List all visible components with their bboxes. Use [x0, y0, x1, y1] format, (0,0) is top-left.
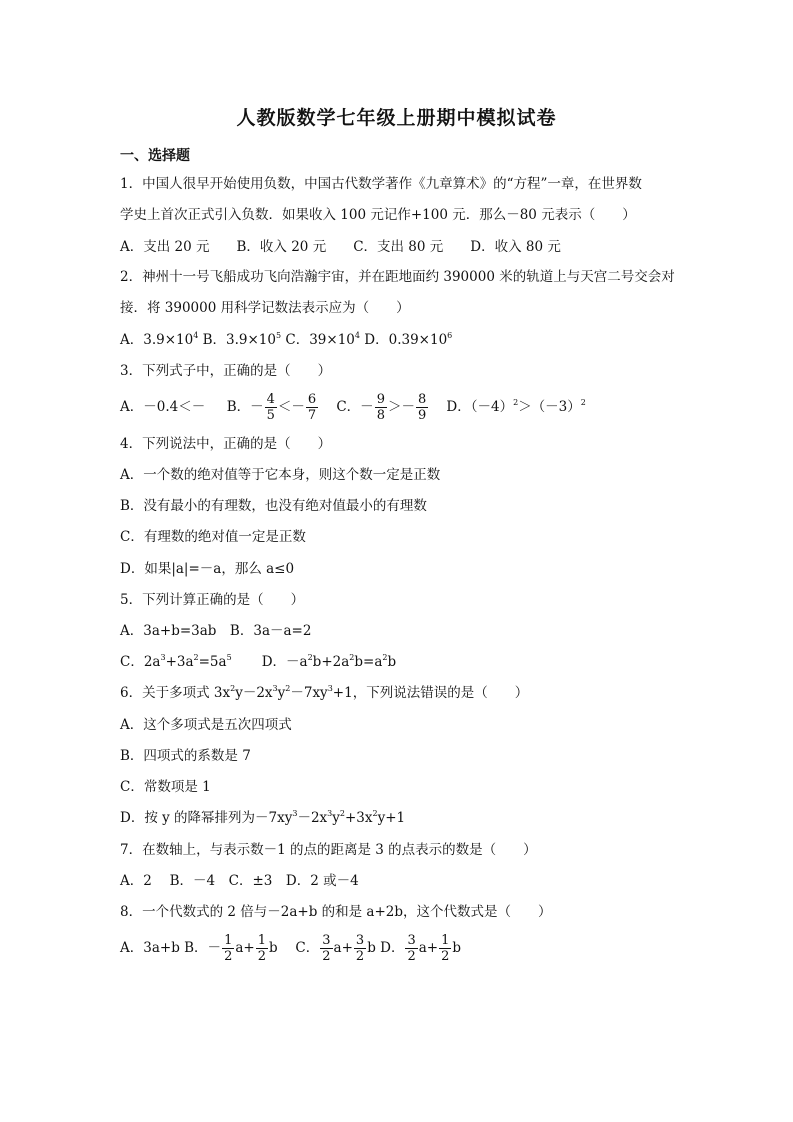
- q8-c-mid: a+: [333, 940, 353, 956]
- q3-c-frac2: [416, 392, 428, 423]
- q5-c-p2: +3a: [165, 654, 194, 670]
- q3-d-mid: ＞（－3）: [518, 399, 581, 415]
- q6-s-e3: 2: [285, 684, 291, 693]
- q6-d-p5: y+1: [377, 810, 406, 826]
- q3-d-exp2: 2: [580, 398, 586, 407]
- q6-stem: [120, 684, 528, 702]
- q2-option-c-exp: 4: [354, 331, 360, 340]
- q3-option-a: A．－0.4＜－: [120, 399, 206, 415]
- q6-d-p3: y: [332, 810, 340, 826]
- q8-d-mid: a+: [418, 940, 439, 956]
- q8-b-frac1: [222, 933, 234, 964]
- q6-option-a: A．这个多项式是五次四项式: [120, 717, 292, 733]
- q5-d-e3: 2: [382, 653, 388, 662]
- q5-c-p1: C．2a: [120, 654, 161, 670]
- q8-stem: 8．一个代数式的 2 倍与－2a+b 的和是 a+2b，这个代数式是（ ）: [120, 904, 552, 920]
- q6-d-p4: +3x: [345, 810, 373, 826]
- q6-option-c: C．常数项是 1: [120, 779, 211, 795]
- q4-option-d: D．如果|a|=－a，那么 a≤0: [120, 561, 295, 577]
- q3-b-frac1: [265, 392, 277, 423]
- q2-line2: 接．将 390000 用科学记数法表示应为（ ）: [120, 300, 410, 316]
- q3-b-frac1-den: 5: [266, 408, 275, 423]
- q3-option-c-label: C．－: [336, 399, 374, 415]
- q3-d-exp1: 2: [513, 398, 519, 407]
- q8-d-end: b: [452, 940, 462, 956]
- q5-c-e1: 3: [160, 653, 166, 662]
- q3-c-frac2-num: 8: [417, 392, 427, 407]
- q3-c-frac1-num: 9: [376, 392, 385, 407]
- q3-stem: 3．下列式子中，正确的是（ ）: [120, 363, 332, 379]
- q3-c-frac1-den: 8: [376, 408, 385, 423]
- q8-d-frac1-num: 3: [407, 933, 416, 948]
- q6-option-b: B．四项式的系数是 7: [120, 748, 251, 764]
- q8-b-frac1-den: 2: [224, 949, 233, 964]
- q3-c-mid: ＞－: [387, 399, 415, 415]
- q5-stem: 5．下列计算正确的是（ ）: [120, 592, 305, 608]
- q8-c-frac2-den: 2: [355, 949, 365, 964]
- section-heading: 一、选择题: [120, 148, 190, 164]
- q2-option-a-exp: 4: [193, 331, 199, 340]
- q3-b-frac2-den: 7: [307, 408, 317, 423]
- q3-b-mid: ＜－: [277, 399, 305, 415]
- q7-stem: 7．在数轴上，与表示数－1 的点的距离是 3 的点表示的数是（ ）: [120, 842, 537, 858]
- q6-d-e2: 3: [327, 809, 333, 818]
- q8-b-end: b C．: [269, 940, 320, 956]
- q1-line1: 1．中国人很早开始使用负数，中国古代数学著作《九章算术》的“方程”一章，在世界数: [120, 176, 642, 192]
- q8-c-end: b D．: [367, 940, 405, 956]
- q6-d-p2: －2x: [297, 810, 328, 826]
- q2-options: [120, 331, 452, 349]
- q8-c-frac1: [320, 933, 332, 964]
- q2-option-c: C．39×10: [285, 332, 355, 348]
- q6-s-p3: y: [277, 685, 286, 701]
- q6-s-p1: 6．关于多项式 3x: [120, 685, 231, 701]
- q7-options: A．2 B．－4 C．±3 D．2 或－4: [120, 873, 359, 889]
- q3-option-b-label: B．－: [226, 399, 264, 415]
- q4-stem: 4．下列说法中，正确的是（ ）: [120, 436, 332, 452]
- q8-d-frac2-den: 2: [441, 949, 450, 964]
- q8-b-frac1-num: 1: [224, 933, 233, 948]
- q6-s-p2: y－2x: [235, 685, 273, 701]
- q8-options: [120, 930, 461, 966]
- q6-s-e4: 3: [327, 684, 333, 693]
- q8-c-frac2-num: 3: [355, 933, 365, 948]
- q8-option-a: A．3a+b B．－: [120, 940, 222, 956]
- q5-d-p2: b+2a: [312, 654, 350, 670]
- q2-line1: 2．神州十一号飞船成功飞向浩瀚宇宙，并在距地面约 390000 米的轨道上与天宫二号交会对: [120, 269, 675, 285]
- q8-c-frac1-num: 3: [322, 933, 331, 948]
- q6-s-p4: －7xy: [290, 685, 328, 701]
- q2-option-d-exp: 6: [447, 331, 453, 340]
- q5-c-e2: 2: [193, 653, 199, 662]
- q6-d-e3: 2: [339, 809, 345, 818]
- q4-option-b: B．没有最小的有理数，也没有绝对值最小的有理数: [120, 498, 427, 514]
- q5-d-p3: b=a: [354, 654, 383, 670]
- q3-option-d: D．（－4）: [446, 399, 514, 415]
- q5-d-p4: b: [387, 654, 397, 670]
- q8-b-frac2-num: 1: [257, 933, 266, 948]
- q5-c-p3: =5a: [198, 654, 227, 670]
- q8-d-frac1: [405, 933, 417, 964]
- q3-c-frac2-den: 9: [417, 408, 427, 423]
- q6-d-e4: 2: [372, 809, 378, 818]
- q6-d-p1: D．按 y 的降幂排列为－7xy: [120, 810, 293, 826]
- q2-option-b: B．3.9×10: [202, 332, 276, 348]
- q1-line2: 学史上首次正式引入负数．如果收入 100 元记作+100 元．那么－80 元表示（ ）: [120, 207, 636, 223]
- q6-s-p5: +1，下列说法错误的是（ ）: [332, 685, 529, 701]
- q1-options: A．支出 20 元 B．收入 20 元 C．支出 80 元 D．收入 80 元: [120, 239, 561, 255]
- q4-option-a: A．一个数的绝对值等于它本身，则这个数一定是正数: [120, 467, 441, 483]
- q3-b-frac1-num: 4: [266, 392, 275, 407]
- q6-s-e1: 2: [230, 684, 236, 693]
- q8-b-mid: a+: [235, 940, 255, 956]
- q4-option-c: C．有理数的绝对值一定是正数: [120, 529, 306, 545]
- q8-d-frac1-den: 2: [407, 949, 416, 964]
- q8-d-frac2: [439, 933, 451, 964]
- q2-option-b-exp: 5: [276, 331, 282, 340]
- q3-b-frac2: [306, 392, 318, 423]
- q5-options-ab: A．3a+b=3ab B．3a－a=2: [120, 623, 312, 639]
- q3-c-frac1: [375, 392, 387, 423]
- q6-option-d: [120, 809, 405, 827]
- q8-d-frac2-num: 1: [441, 933, 450, 948]
- q2-option-d: D．0.39×10: [364, 332, 448, 348]
- page-title: 人教版数学七年级上册期中模拟试卷: [236, 107, 557, 129]
- q6-d-e1: 3: [292, 809, 298, 818]
- q5-options-cd: [120, 653, 396, 671]
- q8-c-frac1-den: 2: [322, 949, 331, 964]
- q2-option-a: A．3.9×10: [120, 332, 194, 348]
- q5-d-e1: 2: [307, 653, 313, 662]
- q6-s-e2: 3: [272, 684, 278, 693]
- q3-options: [120, 390, 586, 424]
- q8-b-frac2-den: 2: [257, 949, 266, 964]
- q5-d-e2: 2: [349, 653, 355, 662]
- q5-c-e3: 5: [226, 653, 232, 662]
- q8-c-frac2: [354, 933, 366, 964]
- q5-d-p1: D．－a: [261, 654, 308, 670]
- q8-b-frac2: [256, 933, 268, 964]
- q3-b-frac2-num: 6: [307, 392, 317, 407]
